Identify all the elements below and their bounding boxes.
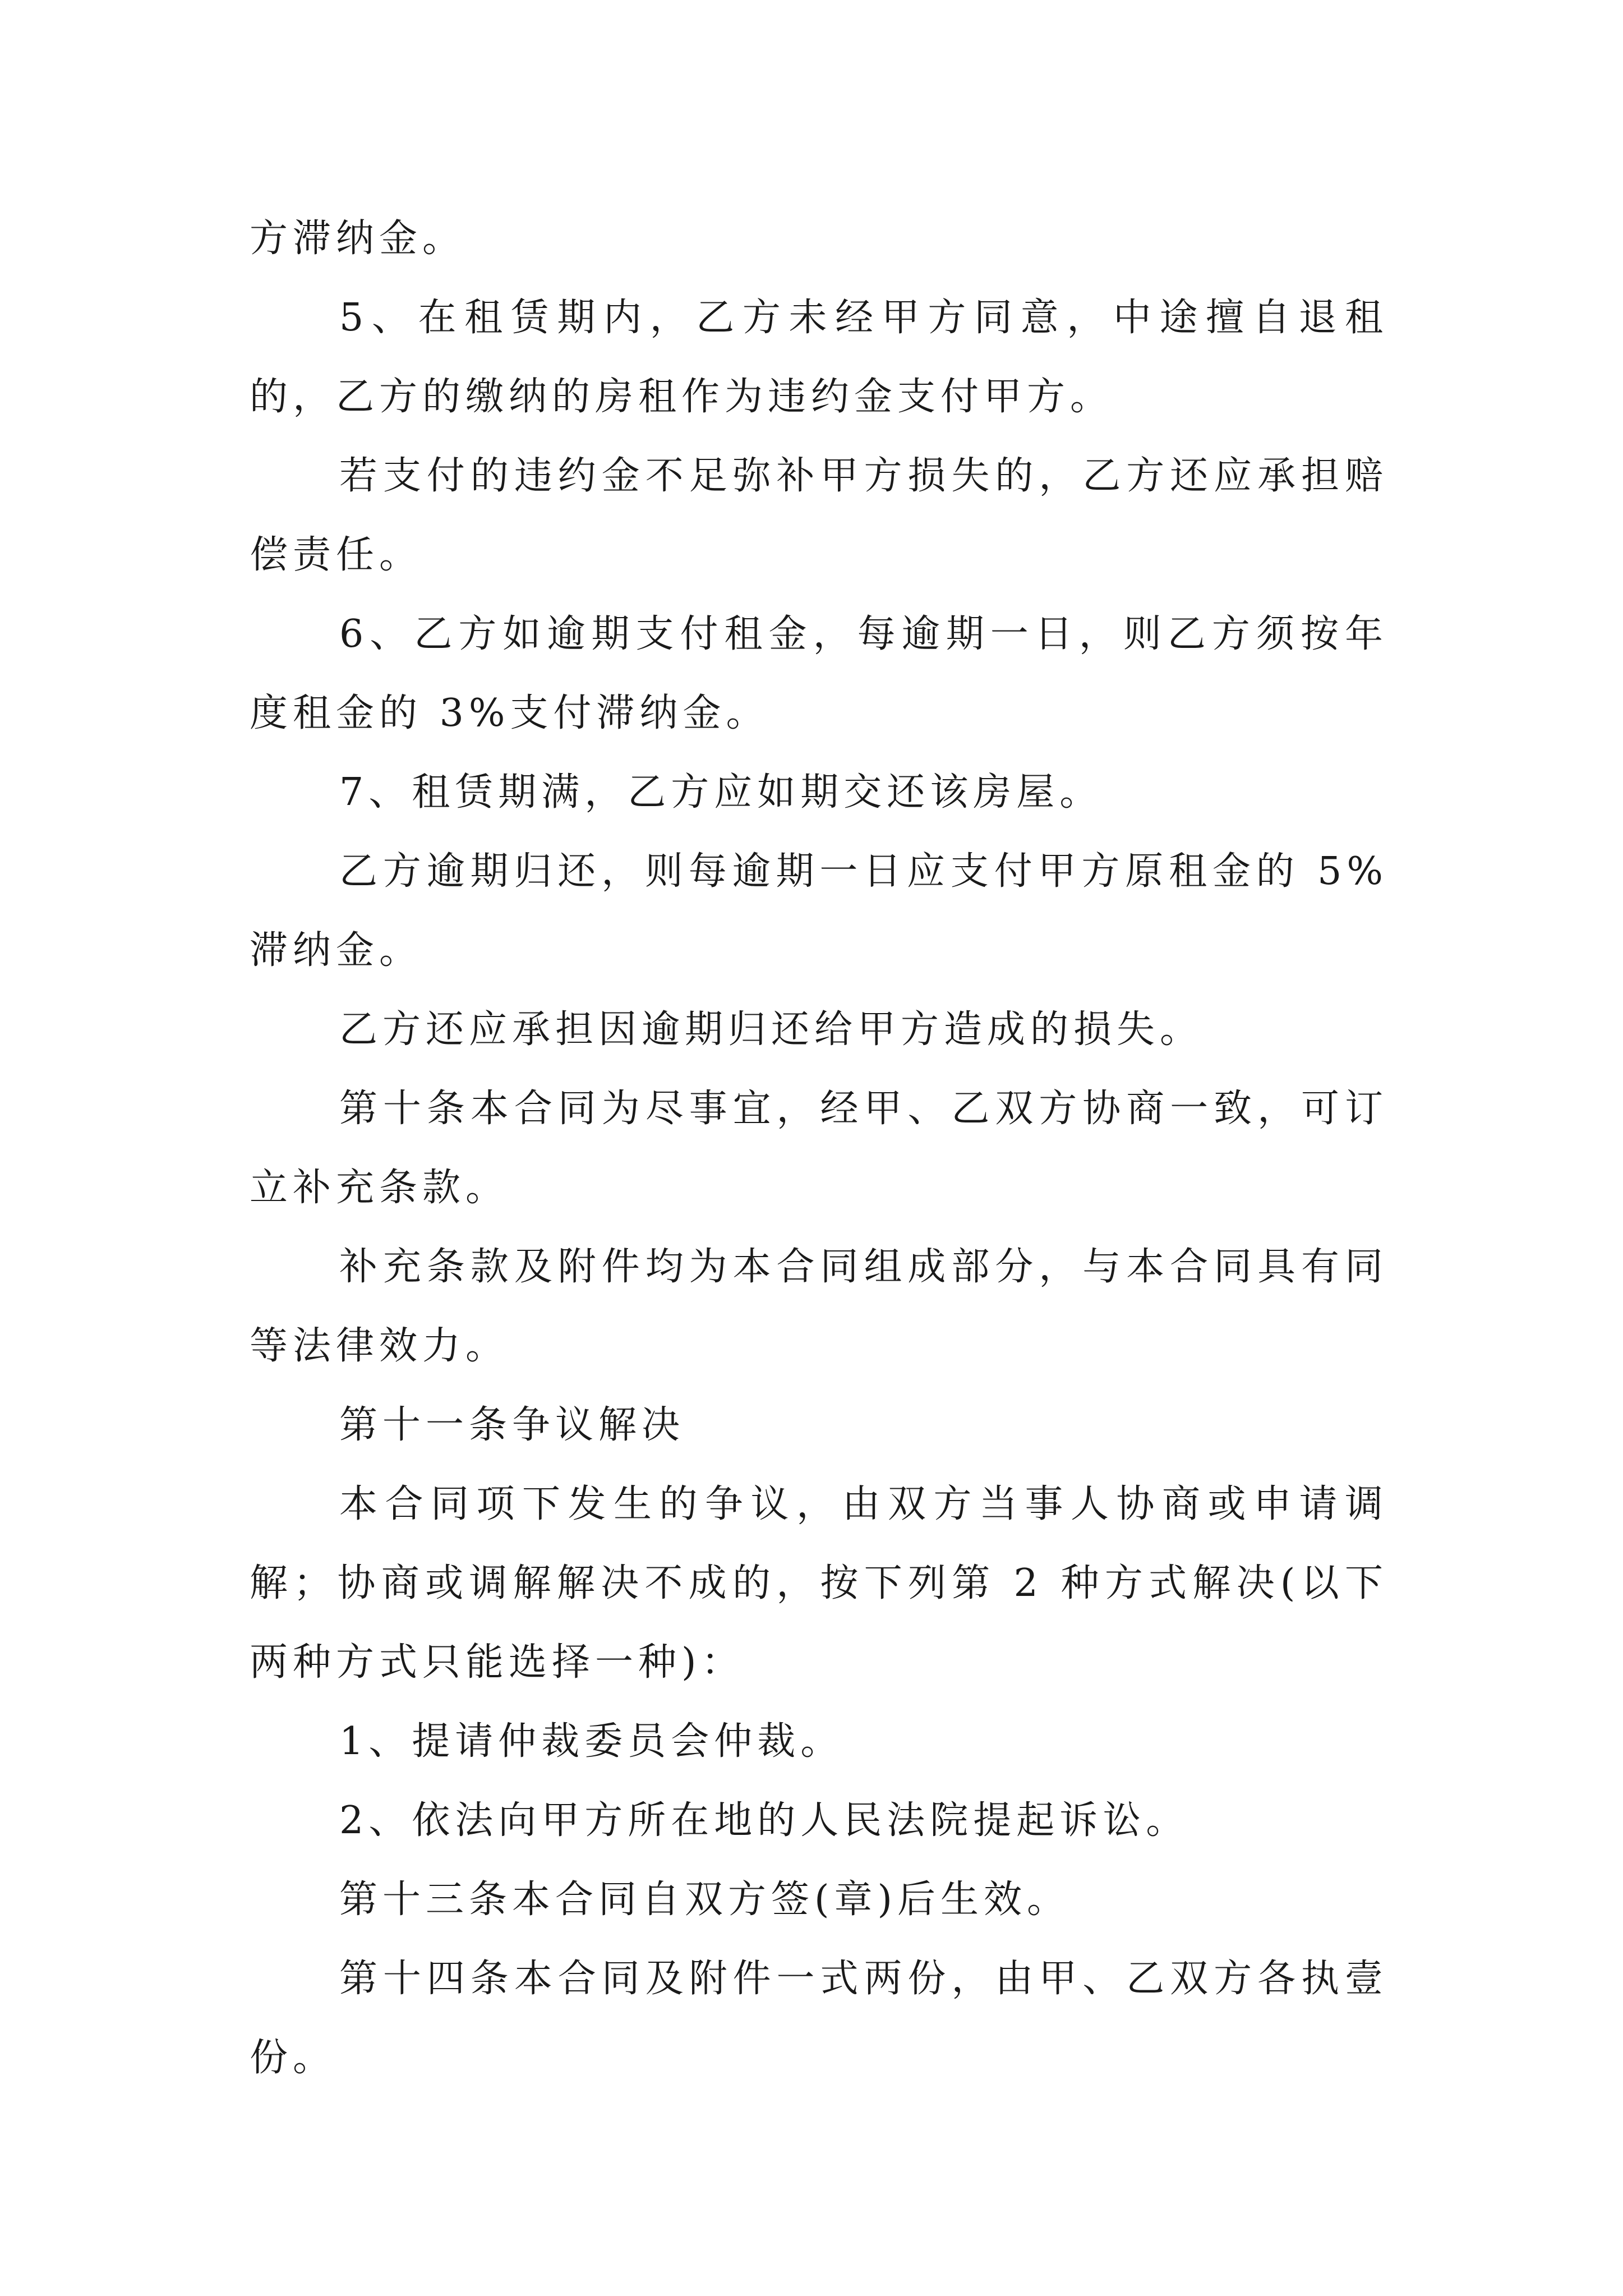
paragraph-dispute-resolution: 本合同项下发生的争议，由双方当事人协商或申请调解；协商或调解解决不成的，按下列第 2 种方式解决(以下两种方式只能选择一种)： [250, 1482, 1388, 1685]
paragraph-compensation: 若支付的违约金不足弥补甲方损失的，乙方还应承担赔偿责任。 [250, 454, 1388, 577]
paragraph-supplementary-terms: 补充条款及附件均为本合同组成部分，与本合同具有同等法律效力。 [250, 1245, 1388, 1368]
paragraph-clause-5: 5、在租赁期内，乙方未经甲方同意，中途擅自退租的，乙方的缴纳的房租作为违约金支付甲方。 [250, 296, 1388, 419]
paragraph-article-11-heading: 第十一条争议解决 [339, 1403, 685, 1447]
paragraph-clause-6: 6、乙方如逾期支付租金，每逾期一日，则乙方须按年度租金的 3%支付滞纳金。 [250, 612, 1388, 735]
paragraph-late-fee-continuation: 方滞纳金。 [250, 217, 466, 261]
paragraph-article-13: 第十三条本合同自双方签(章)后生效。 [339, 1878, 1071, 1922]
paragraph-article-10: 第十条本合同为尽事宜，经甲、乙双方协商一致，可订立补充条款。 [250, 1087, 1388, 1210]
document-body [250, 199, 1388, 2097]
paragraph-overdue-loss: 乙方还应承担因逾期归还给甲方造成的损失。 [339, 1007, 1204, 1052]
paragraph-option-litigation: 2、依法向甲方所在地的人民法院提起诉讼。 [339, 1798, 1189, 1843]
paragraph-overdue-return: 乙方逾期归还，则每逾期一日应支付甲方原租金的 5%滞纳金。 [250, 849, 1388, 973]
paragraph-option-arbitration: 1、提请仲裁委员会仲裁。 [339, 1719, 844, 1764]
paragraph-clause-7: 7、租赁期满，乙方应如期交还该房屋。 [339, 770, 1103, 815]
paragraph-article-14: 第十四条本合同及附件一式两份，由甲、乙双方各执壹份。 [250, 1957, 1388, 2080]
